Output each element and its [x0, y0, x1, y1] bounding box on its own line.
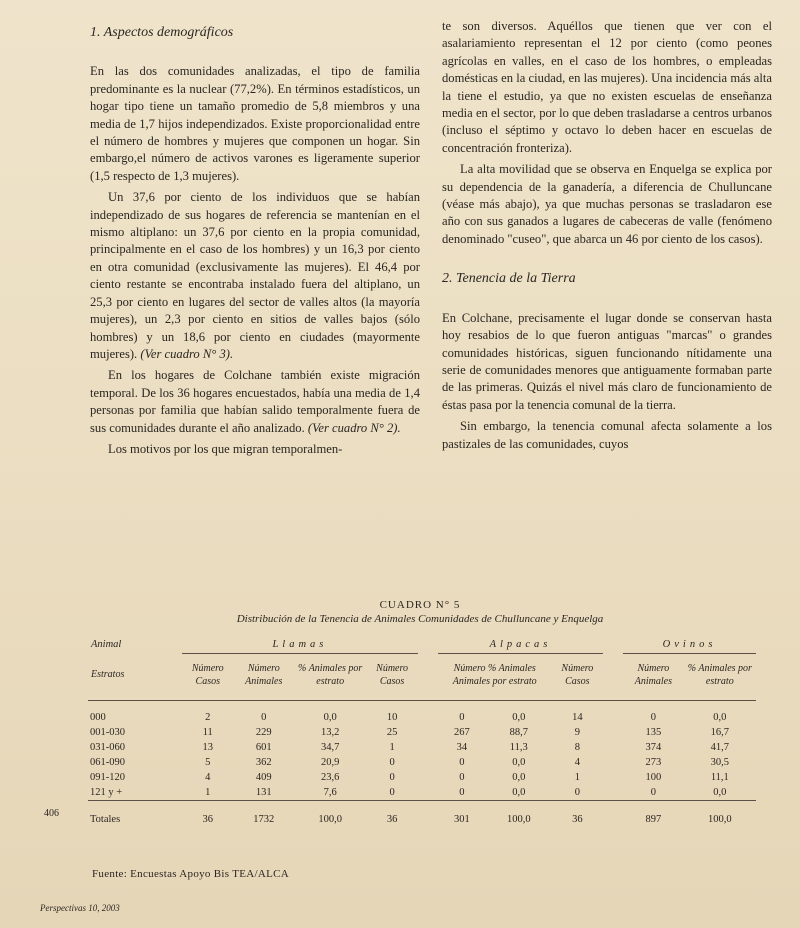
table-cell: 100,0 — [486, 801, 552, 837]
table-cell: 1 — [574, 772, 580, 783]
right-column — [442, 18, 772, 457]
table-cell: 0,0 — [512, 772, 526, 783]
table-cell: 11,3 — [509, 742, 528, 753]
table-cell: 0 — [650, 712, 656, 723]
row-label: 031-060 — [90, 742, 125, 753]
table-cell: 0 — [389, 787, 395, 798]
table-body — [88, 701, 756, 837]
table-cell: 14 — [572, 712, 583, 723]
row-label: 061-090 — [90, 757, 125, 768]
row-label: 001-030 — [90, 727, 125, 738]
col-header: Número Animales — [234, 654, 295, 701]
paragraph — [90, 367, 420, 437]
table-cell: 4 — [205, 772, 211, 783]
table-cell: 10 — [386, 712, 398, 723]
table-cell: 1 — [205, 787, 211, 798]
table-group-header — [88, 632, 756, 654]
table-total-row — [88, 801, 756, 837]
paragraph: Los motivos por los que migran temporalmen- — [108, 441, 343, 456]
table-row — [88, 725, 756, 740]
table-cell: 13,2 — [321, 727, 340, 738]
table-cell: 4 — [574, 757, 580, 768]
table-cell: 409 — [255, 772, 272, 783]
table-cell: 0,0 — [323, 712, 337, 723]
table-cell: 135 — [645, 727, 662, 738]
paragraph — [90, 189, 420, 363]
row-label: 000 — [90, 712, 106, 723]
table-cell: 0 — [459, 772, 465, 783]
table-cell: 36 — [182, 801, 234, 837]
table-title: CUADRO N° 5 — [379, 599, 461, 611]
table-cell: 1732 — [234, 801, 295, 837]
col-header: % Animales por estrato — [294, 654, 366, 701]
table-cell: 131 — [255, 787, 272, 798]
table-cell: 0 — [574, 787, 580, 798]
table-cell: 374 — [645, 742, 662, 753]
table-cell: 36 — [366, 801, 418, 837]
table-cell: 34,7 — [321, 742, 340, 753]
table-subheader — [88, 654, 756, 701]
left-column — [90, 18, 420, 462]
col-estratos-label: Estratos — [88, 654, 182, 701]
col-header: Número Casos — [366, 654, 418, 701]
table-cell: 23,6 — [321, 772, 340, 783]
table-cell: 1 — [389, 742, 395, 753]
paragraph: te son diversos. Aquéllos que tienen que ver con el asalariamiento representan el 12 por ciento (como peones agrícolas en valles, en el caso de los hombres, o empleadas domésticas en la ciudad, en las mujeres). Una incidencia más alta la tiene el estudio, ya que no existen escuelas de enseñanza media en el sector, por lo que deben trasladarse a centros urbanos (incluso el séptimo y octavo lo deben hacer en escuelas de concentración fronteriza). — [442, 19, 772, 155]
table-caption — [90, 598, 750, 626]
table-cell: 301 — [438, 801, 486, 837]
table-cell: 362 — [255, 757, 272, 768]
col-header: Número Casos — [552, 654, 604, 701]
table-cell: 16,7 — [710, 727, 729, 738]
table-cell: 34 — [456, 742, 468, 753]
table-row — [88, 701, 756, 726]
table-cell: 273 — [645, 757, 662, 768]
table-cell: 88,7 — [509, 727, 528, 738]
table-cell: 41,7 — [710, 742, 729, 753]
row-label: 091-120 — [90, 772, 125, 783]
table-cell: 100,0 — [294, 801, 366, 837]
table-cell: 100 — [645, 772, 662, 783]
table-cell: 0 — [459, 712, 465, 723]
table-cell: 0 — [389, 757, 395, 768]
table-cell: 7,6 — [323, 787, 337, 798]
table-subtitle: Distribución de la Tenencia de Animales Comunidades de Chulluncane y Enquelga — [236, 613, 604, 625]
table-cell: 0 — [389, 772, 395, 783]
paragraph-text: Un 37,6 por ciento de los individuos que se habían independizado de sus hogares de referencia se mantenían en el mismo altiplano: un 37,6 por ciento en la propia comunidad, principalmente en el caso de los hombres) y un 16,3 por ciento en otra comunidad (exclusivamente las mujeres). El 46,4 por ciento restante se encontraba instalado fuera del altiplano, un 25,3 por ciento en lugares del sector de valles altos (la mayoría mujeres), un 2,3 por ciento en sitios de valles bajos (sólo hombres) y un 18,6 por ciento en ciudades (mayormente mujeres). — [90, 190, 420, 361]
running-footer: Perspectivas 10, 2003 — [40, 903, 120, 913]
table-cell: 9 — [574, 727, 580, 738]
group-llamas: Llamas — [182, 632, 418, 654]
table-cell: 0 — [459, 787, 465, 798]
paragraph: Sin embargo, la tenencia comunal afecta solamente a los pastizales de las comunidades, cuyos — [442, 419, 772, 451]
cuadro-reference: (Ver cuadro N° 3). — [140, 346, 234, 361]
table-cell: 25 — [386, 727, 398, 738]
table-cell: 100,0 — [684, 801, 756, 837]
table-cell: 30,5 — [710, 757, 729, 768]
table-cell: 0 — [459, 757, 465, 768]
table-cell: 0 — [650, 787, 656, 798]
paragraph: En Colchane, precisamente el lugar donde se conservan hasta hoy resabios de lo que fueron antiguas "marcas" o grandes comunidades históricas, siguen funcionando nítidamente una serie de comunidades menores que antiguamente formaban parte de las primeras. Quizás el nivel más claro de funcionamiento de éstas pasa por la tenencia comunal de la tierra. — [442, 310, 772, 412]
table-cell: 229 — [255, 727, 272, 738]
col-header: Número Casos — [182, 654, 234, 701]
section-heading-demographics: 1. Aspectos demográficos — [90, 25, 234, 40]
table-source: Fuente: Encuestas Apoyo Bis TEA/ALCA — [92, 868, 289, 880]
table-cell: 0,0 — [512, 787, 526, 798]
table-cell: 11,1 — [710, 772, 729, 783]
table-cell: 11 — [202, 727, 213, 738]
table-cell: 0 — [261, 712, 267, 723]
table-cell: 20,9 — [321, 757, 340, 768]
table-row — [88, 755, 756, 770]
table-cell: 0,0 — [713, 787, 727, 798]
section-heading-land-tenure: 2. Tenencia de la Tierra — [442, 271, 576, 287]
table-row — [88, 770, 756, 785]
group-ovinos: Ovinos — [623, 632, 756, 654]
table-cell: 267 — [454, 727, 470, 738]
table-cell: 0,0 — [713, 712, 727, 723]
table-cell: 5 — [205, 757, 211, 768]
paragraph: La alta movilidad que se observa en Enquelga se explica por su dependencia de la ganadería, a diferencia de Chulluncane (véase más abajo), ya que muchas personas se trasladaron ese año con sus ganados a lugares de cabeceras de valle (fenómeno denominado "cuseo", que abarca un 46 por ciento de los casos). — [442, 162, 772, 246]
cuadro-reference: (Ver cuadro N° 2). — [307, 420, 401, 435]
table-cell: 0,0 — [512, 757, 526, 768]
table-cell: 2 — [205, 712, 211, 723]
col-header: Número Animales — [623, 654, 684, 701]
table-cell: 897 — [623, 801, 684, 837]
col-header: % Animales por estrato — [684, 654, 756, 701]
paragraph: En las dos comunidades analizadas, el tipo de familia predominante es la nuclear (77,2%). En términos estadísticos, un hogar tipo tiene un tamaño promedio de 5,8 miembros y una media de 1,7 hijos independizados. Existe proporcionalidad entre el número de hombres y mujeres que componen un hogar. Sin embargo,el número de activos varones es ligeramente superior (1,5 respecto de 1,3 mujeres). — [90, 64, 420, 183]
row-label: 121 y + — [90, 787, 123, 798]
table-cell: 8 — [574, 742, 580, 753]
col-animal-label: Animal — [91, 639, 122, 651]
table-row — [88, 785, 756, 801]
table-row — [88, 740, 756, 755]
paragraph-text: En los hogares de Colchane también existe migración temporal. De los 36 hogares encuestados, había una media de 1,4 personas por familia que habían salido temporalmente fuera de sus comunidades durante el año analizado. — [90, 368, 420, 435]
col-header: Número % Animales Animales por estrato — [438, 654, 552, 701]
page-number: 406 — [44, 808, 59, 819]
table-cell: 0,0 — [512, 712, 526, 723]
table-cell: 36 — [552, 801, 604, 837]
row-label: Totales — [88, 801, 182, 837]
table-cell: 601 — [255, 742, 272, 753]
table-cell: 13 — [202, 742, 213, 753]
animal-distribution-table — [88, 632, 756, 836]
group-alpacas: Alpacas — [438, 632, 603, 654]
